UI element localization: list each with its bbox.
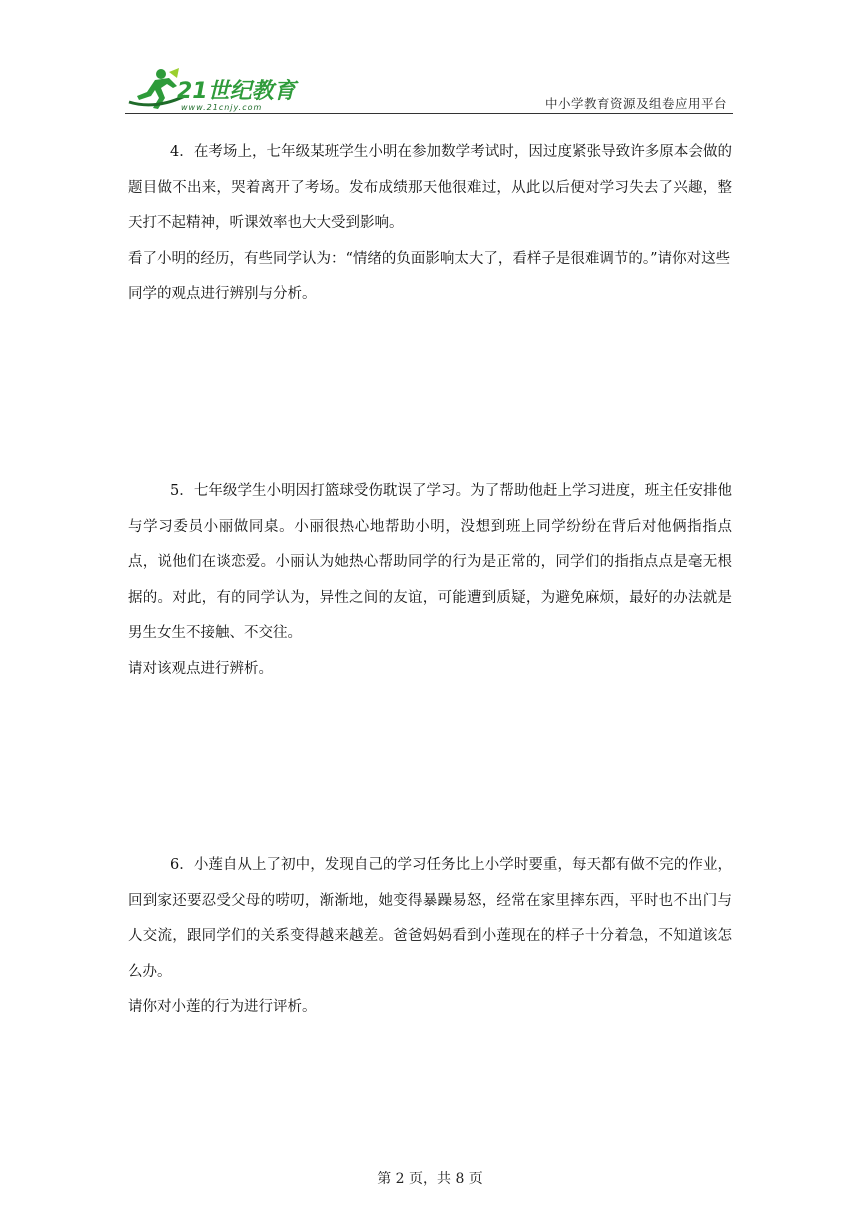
question-4 <box>128 135 732 313</box>
question-body: 6．小莲自从上了初中，发现自己的学习任务比上小学时要重，每天都有做不完的作业，回到家还要忍受父母的唠叨，渐渐地，她变得暴躁易怒，经常在家里摔东西，平时也不出门与人交流，跟同学们的关系变得越来越差。爸爸妈妈看到小莲现在的样子十分着急，不知道该怎么办。 <box>128 857 732 980</box>
question-body: 5．七年级学生小明因打篮球受伤耽误了学习。为了帮助他赶上学习进度，班主任安排他与学习委员小丽做同桌。小丽很热心地帮助小明，没想到班上同学纷纷在背后对他俩指指点点，说他们在谈恋爱。小丽认为她热心帮助同学的行为是正常的，同学们的指指点点是毫无根据的。对此，有的同学认为，异性之间的友谊，可能遭到质疑，为避免麻烦，最好的办法就是男生女生不接触、不交往。 <box>128 483 732 641</box>
question-prompt: 请对该观点进行辨析。 <box>128 660 273 677</box>
question-5 <box>128 474 732 687</box>
header-divider <box>125 113 733 114</box>
page-header <box>125 66 733 114</box>
logo-url: www.21cnjy.com <box>181 103 263 112</box>
question-6 <box>128 848 732 1026</box>
question-prompt: 看了小明的经历，有些同学认为：“情绪的负面影响太大了，看样子是很难调节的。”请你对这些同学的观点进行辨别与分析。 <box>128 250 731 302</box>
logo-21cnjy <box>125 66 305 112</box>
platform-name: 中小学教育资源及组卷应用平台 <box>544 96 727 111</box>
question-body: 4．在考场上，七年级某班学生小明在参加数学考试时，因过度紧张导致许多原本会做的题目做不出来，哭着离开了考场。发布成绩那天他很难过，从此以后便对学习失去了兴趣，整天打不起精神，听课效率也大大受到影响。 <box>128 144 732 231</box>
logo-text: 21世纪教育 <box>177 79 296 104</box>
question-prompt: 请你对小莲的行为进行评析。 <box>128 999 317 1015</box>
page-number: 第 2 页，共 8 页 <box>377 1171 483 1187</box>
